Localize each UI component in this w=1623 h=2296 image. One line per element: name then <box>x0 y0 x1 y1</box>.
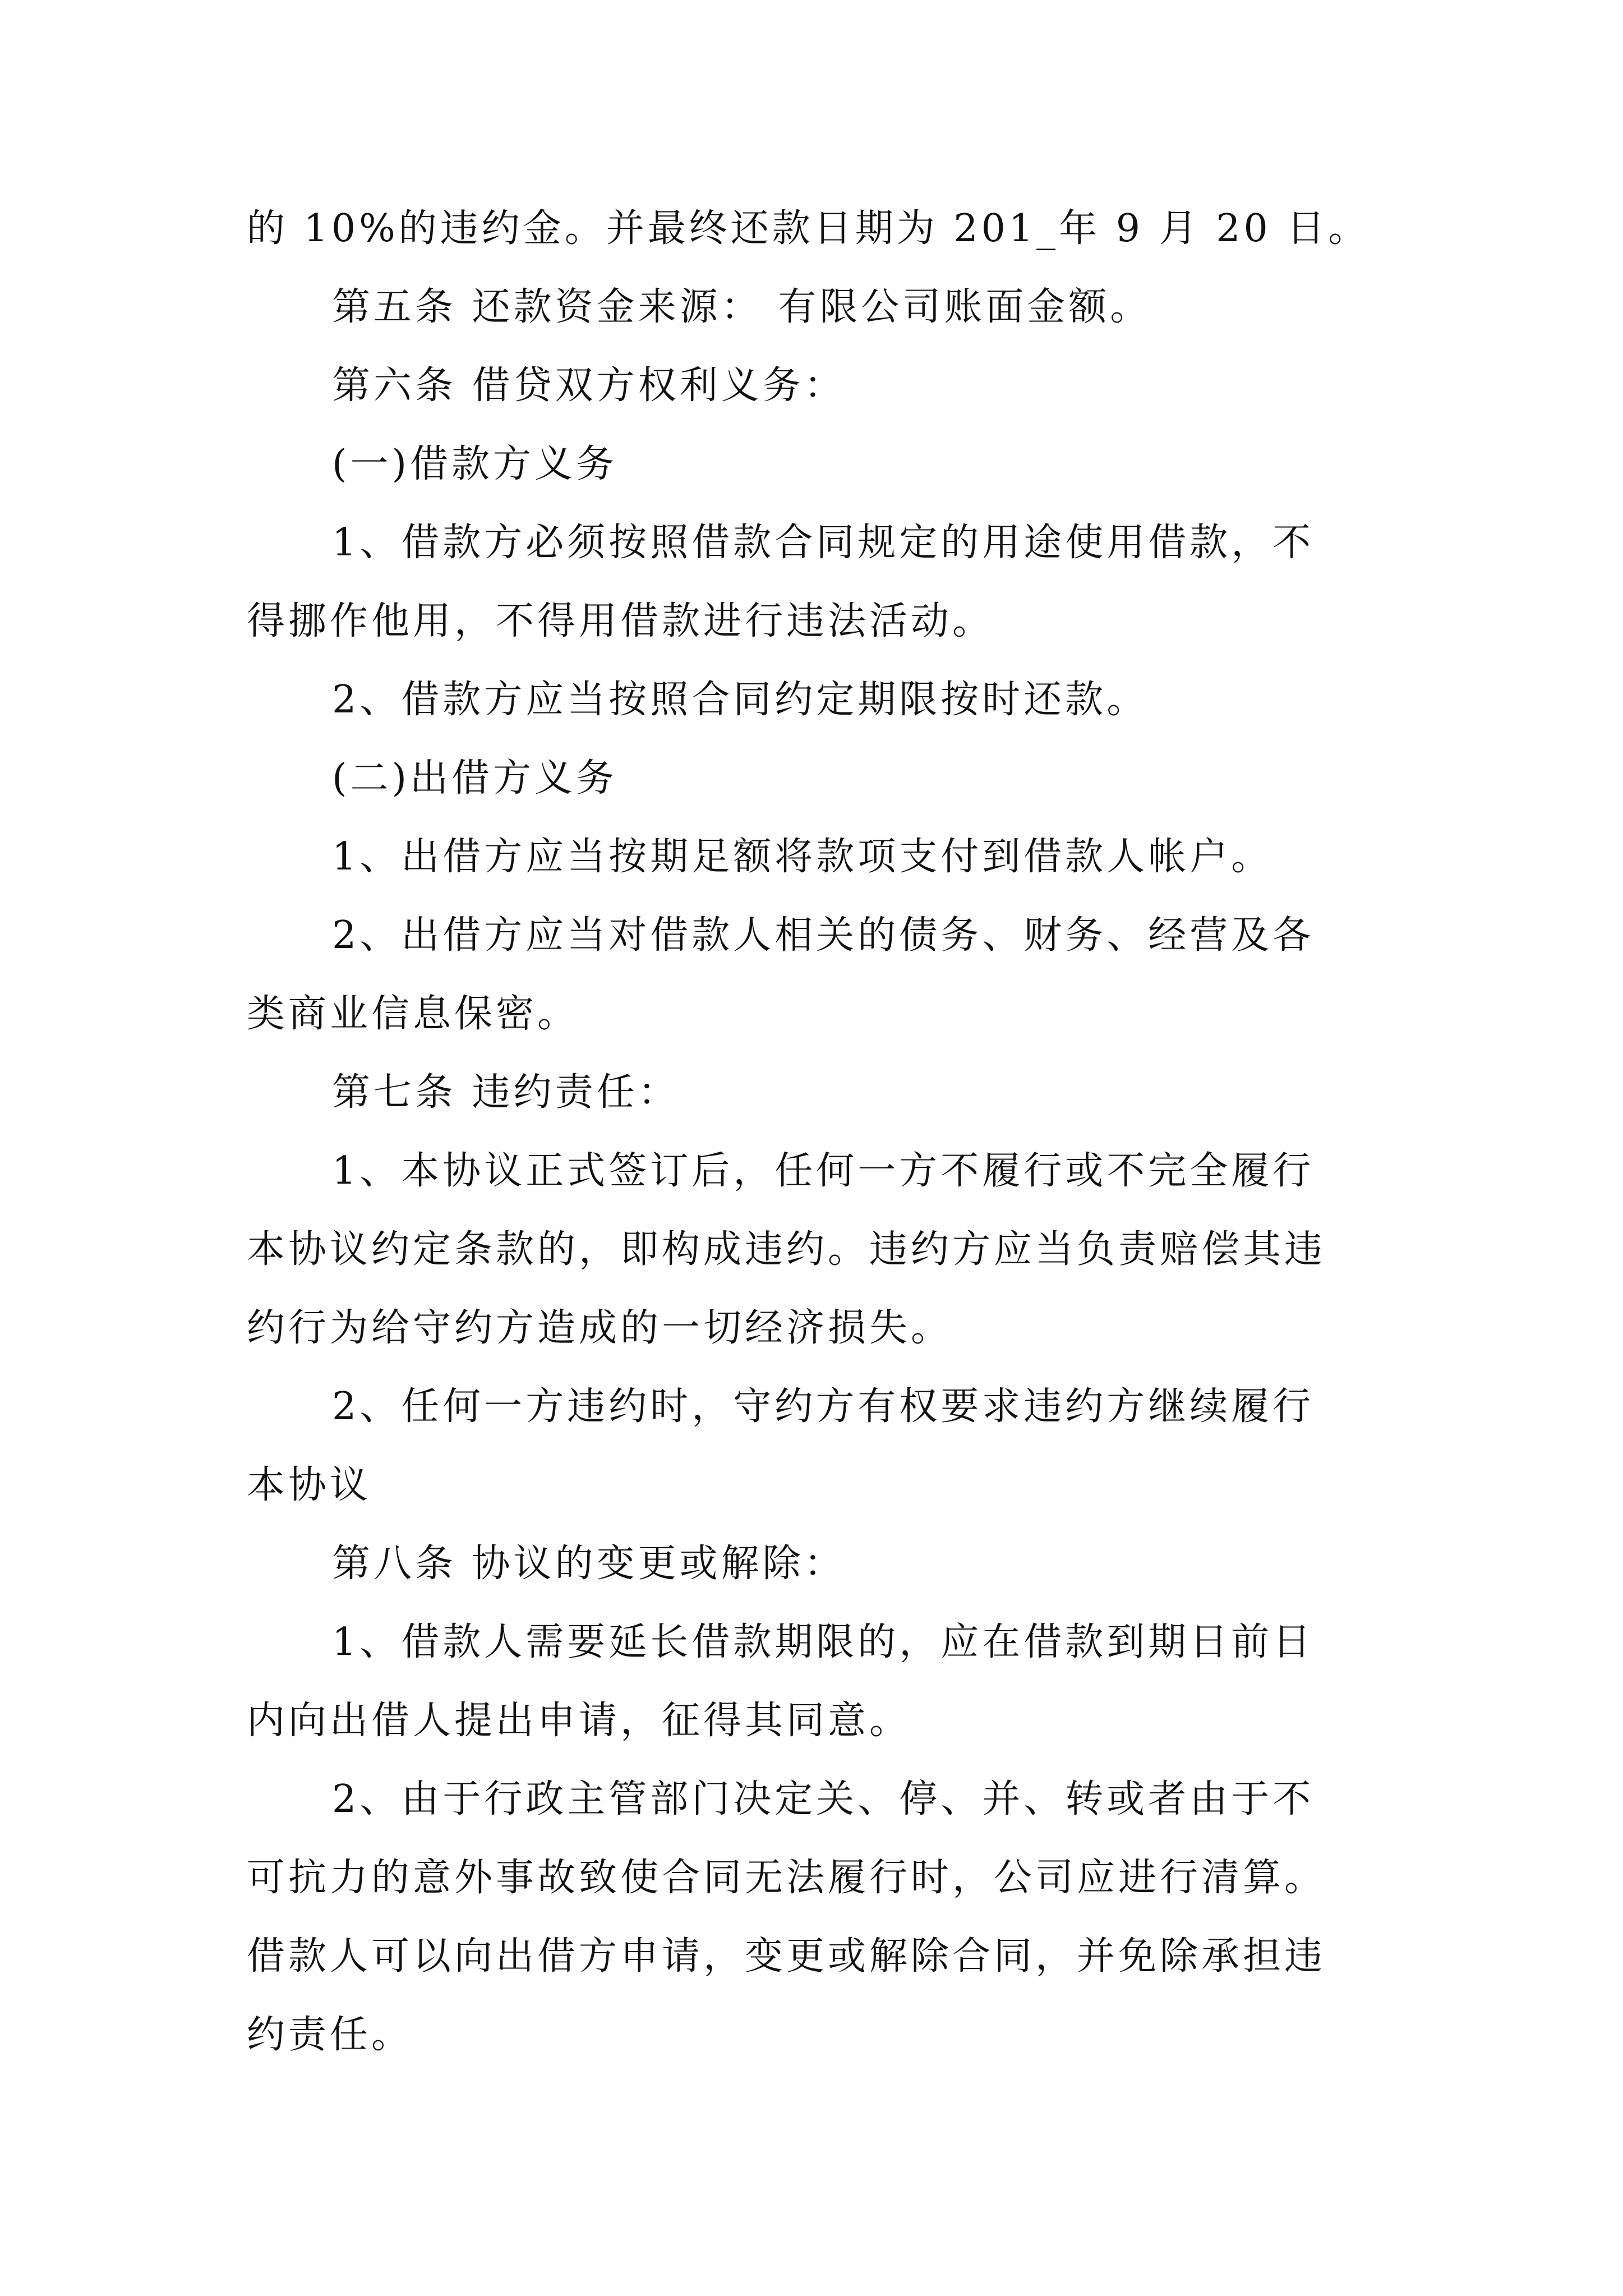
text-line: 约行为给守约方造成的一切经济损失。 <box>247 1306 953 1350</box>
text-line: 2、出借方应当对借款人相关的债务、财务、经营及各 <box>332 913 1315 958</box>
text-line: 1、本协议正式签订后，任何一方不履行或不完全履行 <box>332 1149 1315 1193</box>
text-line: 可抗力的意外事故致使合同无法履行时，公司应进行清算。 <box>247 1856 1326 1900</box>
document-body <box>247 190 1391 2074</box>
text-line: 本协议约定条款的，即构成违约。违约方应当负责赔偿其违 <box>247 1227 1326 1272</box>
text-line: 2、任何一方违约时，守约方有权要求违约方继续履行 <box>332 1384 1315 1429</box>
text-line: 的 10%的违约金。并最终还款日期为 201_年 9 月 20 日。 <box>247 206 1370 251</box>
borrower-obligations-heading: (一)借款方义务 <box>332 442 618 486</box>
text-line: 得挪作他用，不得用借款进行违法活动。 <box>247 599 994 643</box>
lender-obligations-heading: (二)出借方义务 <box>332 756 618 800</box>
text-line: 1、借款人需要延长借款期限的，应在借款到期日前日 <box>332 1620 1315 1664</box>
text-line: 2、由于行政主管部门决定关、停、并、转或者由于不 <box>332 1777 1315 1821</box>
text-line: 借款人可以向出借方申请，变更或解除合同，并免除承担违 <box>247 1934 1326 1978</box>
article-5-heading: 第五条 还款资金来源： 有限公司账面金额。 <box>332 285 1152 329</box>
text-line: 本协议 <box>247 1463 372 1507</box>
text-line: 类商业信息保密。 <box>247 992 579 1036</box>
text-line: 1、出借方应当按期足额将款项支付到借款人帐户。 <box>332 835 1273 879</box>
article-6-heading: 第六条 借贷双方权利义务： <box>332 364 846 408</box>
text-line: 1、借款方必须按照借款合同规定的用途使用借款，不 <box>332 521 1315 565</box>
text-line: 约责任。 <box>247 2013 413 2057</box>
article-8-heading: 第八条 协议的变更或解除： <box>332 1542 846 1586</box>
text-line: 内向出借人提出申请，征得其同意。 <box>247 1699 911 1743</box>
text-line: 2、借款方应当按照合同约定期限按时还款。 <box>332 678 1149 722</box>
article-7-heading: 第七条 违约责任： <box>332 1070 680 1115</box>
